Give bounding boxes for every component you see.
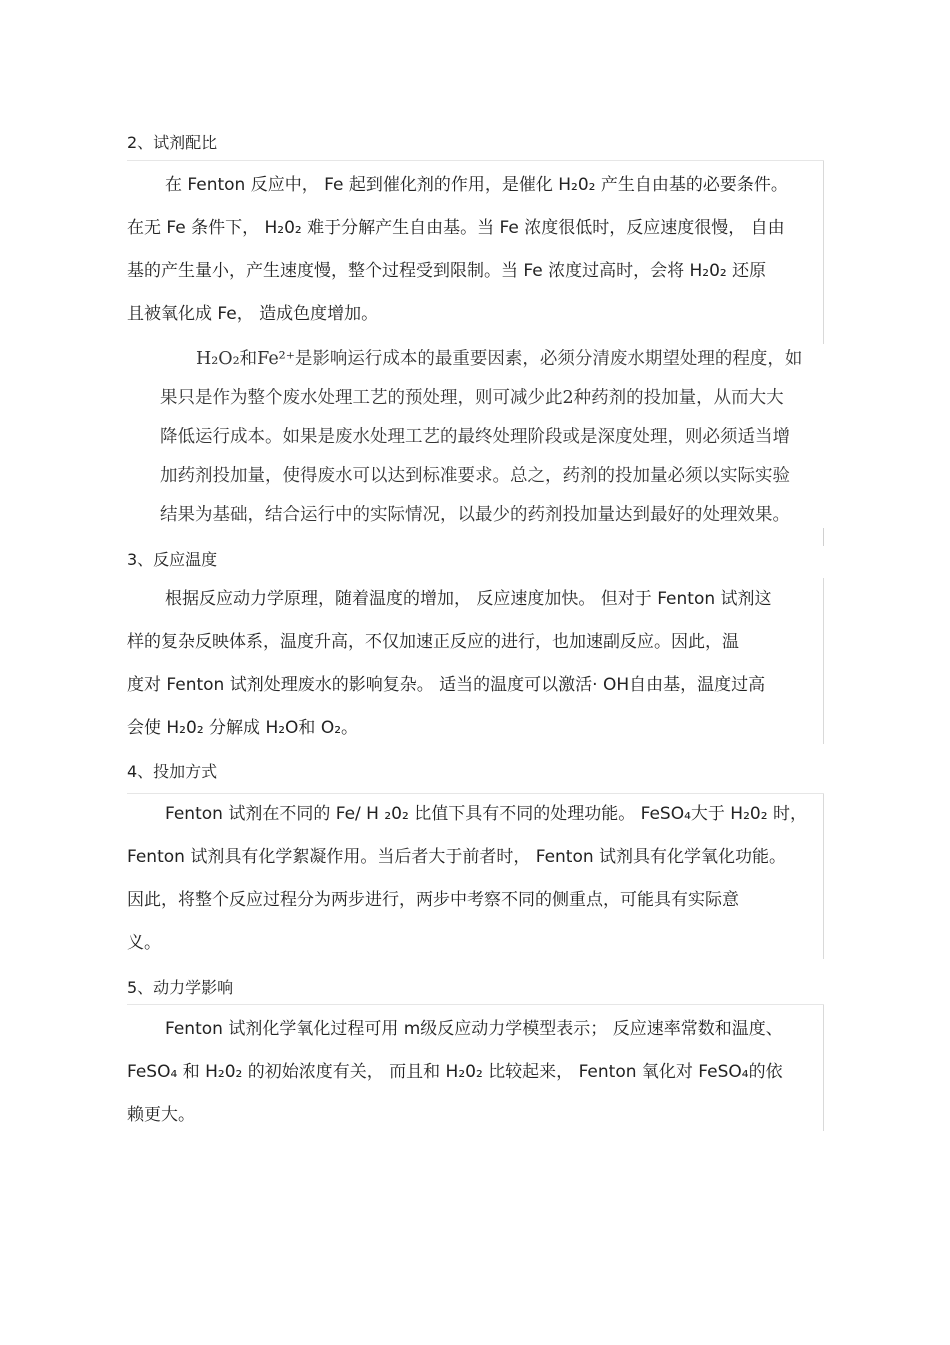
section-3-heading: 3、反应温度 [127, 550, 218, 569]
paragraph-line: Fenton 试剂化学氧化过程可用 m级反应动力学模型表示； 反应速率常数和温度、 [165, 1019, 783, 1039]
section-divider [127, 160, 824, 161]
paragraph-line: 会使 H₂0₂ 分解成 H₂O和 O₂。 [127, 718, 359, 738]
paragraph-line: 赖更大。 [127, 1105, 195, 1125]
paragraph-line: 且被氧化成 Fe， 造成色度增加。 [127, 304, 379, 324]
section-3-body [127, 578, 824, 744]
paragraph-line: 因此，将整个反应过程分为两步进行，两步中考察不同的侧重点，可能具有实际意 [127, 890, 739, 910]
paragraph-line: 根据反应动力学原理，随着温度的增加， 反应速度加快。 但对于 Fenton 试剂这 [165, 589, 772, 609]
paragraph-line: 果只是作为整个废水处理工艺的预处理，则可减少此2种药剂的投加量，从而大大 [160, 388, 784, 408]
paragraph-line: Fenton 试剂具有化学絮凝作用。当后者大于前者时， Fenton 试剂具有化学氧化功能。 [127, 847, 787, 867]
paragraph-line: 基的产生量小，产生速度慢，整个过程受到限制。当 Fe 浓度过高时，会将 H₂0₂ 还原 [127, 261, 767, 281]
section-5-heading: 5、动力学影响 [127, 978, 234, 997]
paragraph-line: 在无 Fe 条件下， H₂0₂ 难于分解产生自由基。当 Fe 浓度很低时，反应速度很慢， 自由 [127, 218, 785, 238]
margin-mark [823, 528, 824, 546]
paragraph-line: 降低运行成本。如果是废水处理工艺的最终处理阶段或是深度处理，则必须适当增 [160, 427, 790, 447]
section-4-heading: 4、投加方式 [127, 762, 218, 781]
quoted-paragraph [160, 340, 842, 535]
section-2-body [127, 160, 824, 344]
paragraph-line: 度对 Fenton 试剂处理废水的影响复杂。 适当的温度可以激活· OH自由基，温度过高 [127, 675, 766, 695]
paragraph-line: H₂O₂和Fe²⁺是影响运行成本的最重要因素，必须分清废水期望处理的程度，如 [196, 349, 803, 369]
paragraph-line: 加药剂投加量，使得废水可以达到标准要求。总之，药剂的投加量必须以实际实验 [160, 466, 790, 486]
section-4-body [127, 793, 824, 959]
paragraph-line: 样的复杂反映体系，温度升高，不仅加速正反应的进行，也加速副反应。因此，温 [127, 632, 739, 652]
paragraph-line: Fenton 试剂在不同的 Fe/ H ₂0₂ 比值下具有不同的处理功能。 FeSO₄大于 H₂0₂ 时， [165, 804, 807, 824]
paragraph-line: 在 Fenton 反应中， Fe 起到催化剂的作用，是催化 H₂0₂ 产生自由基的必要条件。 [165, 175, 788, 195]
paragraph-line: 结果为基础，结合运行中的实际情况，以最少的药剂投加量达到最好的处理效果。 [160, 505, 790, 525]
section-divider [127, 1004, 824, 1005]
section-2-heading: 2、试剂配比 [127, 133, 218, 152]
paragraph-line: FeSO₄ 和 H₂0₂ 的初始浓度有关， 而且和 H₂0₂ 比较起来， Fenton 氧化对 FeSO₄的依 [127, 1062, 783, 1082]
section-5-body [127, 1004, 824, 1131]
paragraph-line: 义。 [127, 933, 161, 953]
section-divider [127, 793, 824, 794]
